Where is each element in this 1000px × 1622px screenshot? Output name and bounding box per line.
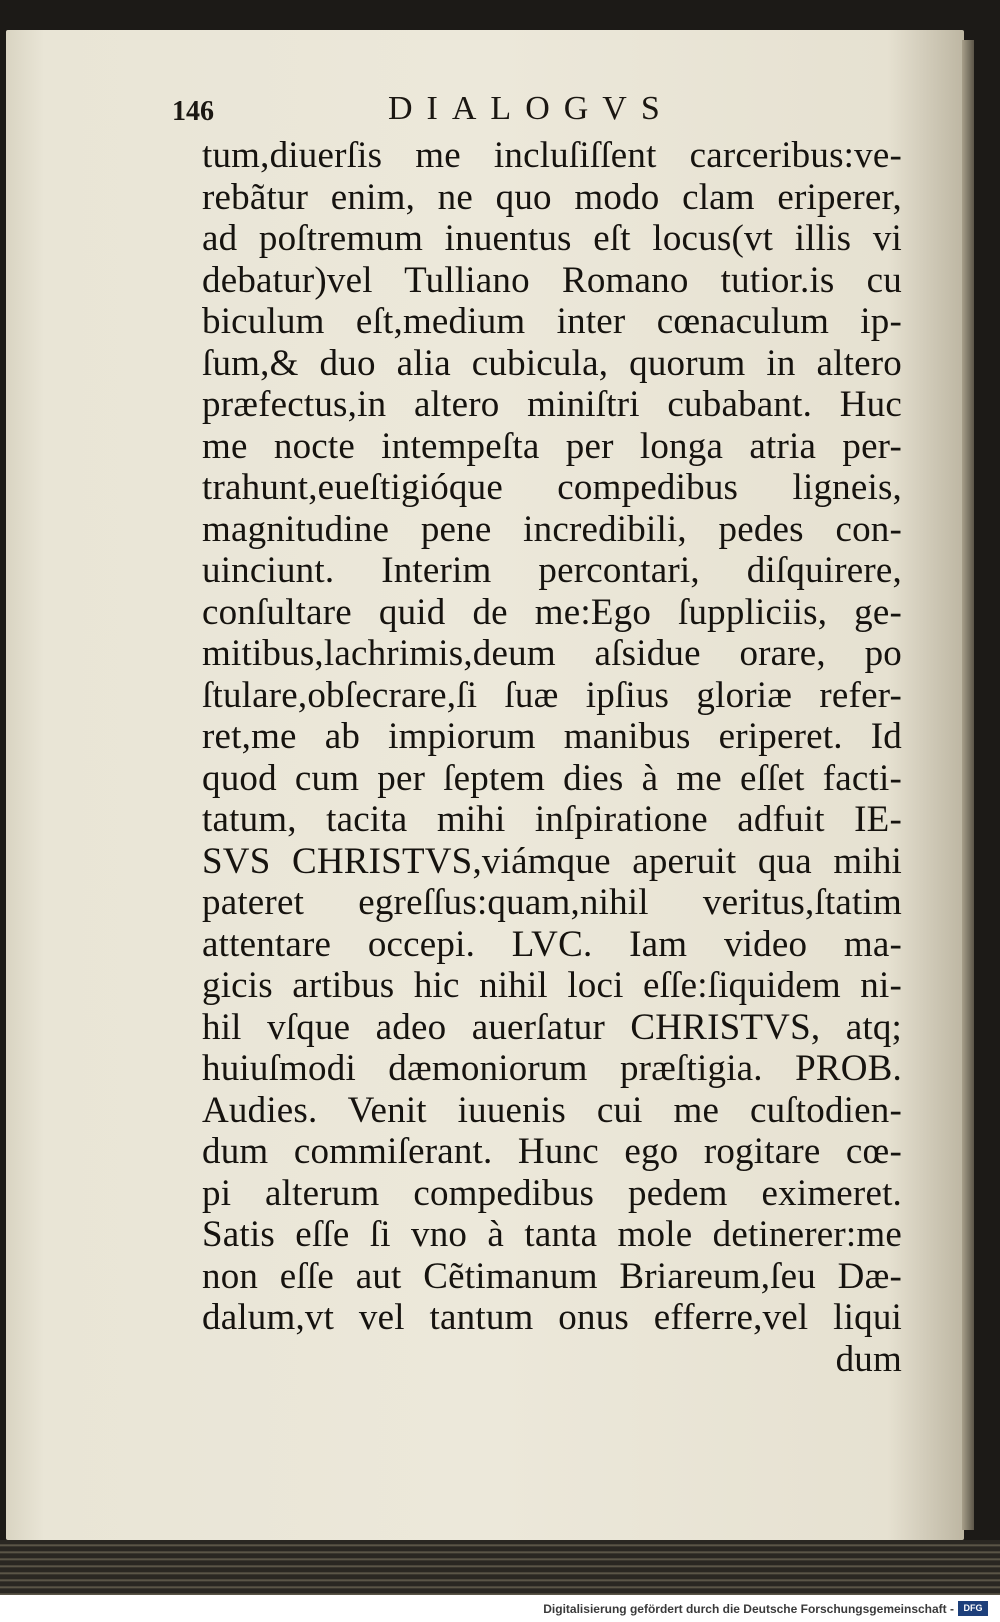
text-line: debatur)vel Tulliano Romano tutior.is cu (202, 259, 902, 301)
text-line: non eſſe aut Cẽtimanum Briareum,ſeu Dæ- (202, 1255, 902, 1297)
text-line: hil vſque adeo auerſatur CHRISTVS, atq; (202, 1006, 902, 1048)
catchword: dum (835, 1338, 902, 1380)
text-line: pateret egreſſus:quam,nihil veritus,ſtatim (202, 882, 902, 923)
page-stack-edges (0, 1540, 1000, 1595)
running-head (0, 90, 1000, 130)
text-line: uinciunt. Interim percontari, diſquirere, (202, 550, 902, 591)
running-title: DIALOGVS (388, 90, 674, 127)
text-line: dum commiſerant. Hunc ego rogitare cœ- (202, 1131, 902, 1172)
text-line: SVS CHRISTVS,viámque aperuit qua mihi (202, 840, 902, 882)
text-line: huiuſmodi dæmoniorum præſtigia. PROB. (202, 1048, 902, 1089)
text-line: attentare occepi. LVC. Iam video ma- (202, 923, 902, 965)
text-line: pi alterum compedibus pedem eximeret. (202, 1172, 902, 1214)
text-line: biculum eſt,medium inter cœnaculum ip- (202, 301, 902, 342)
text-line: me nocte intempeſta per longa atria per- (202, 425, 902, 467)
text-line: quod cum per ſeptem dies à me eſſet facti- (202, 757, 902, 799)
text-line: Satis eſſe ſi vno à tanta mole detinerer:me (202, 1214, 902, 1255)
page-number: 146 (172, 96, 214, 127)
text-line: tum,diuerſis me incluſiſſent carceribus:ve- (202, 135, 902, 176)
text-line: mitibus,lachrimis,deum aſsidue orare, po (202, 633, 902, 674)
footer-credit: Digitalisierung gefördert durch die Deutsche Forschungsgemeinschaft - (543, 1602, 954, 1616)
digitization-footer (0, 1597, 1000, 1622)
text-line: ad poſtremum inuentus eſt locus(vt illis vi (202, 218, 902, 259)
text-line: tatum, tacita mihi inſpiratione adfuit IE- (202, 799, 902, 840)
text-line: rebãtur enim, ne quo modo clam eriperer, (202, 176, 902, 218)
text-line: dalum,vt vel tantum onus efferre,vel liqui (202, 1297, 902, 1338)
text-line: Audies. Venit iuuenis cui me cuſtodien- (202, 1089, 902, 1131)
page-edge (962, 40, 974, 1530)
text-line: conſultare quid de me:Ego ſuppliciis, ge- (202, 591, 902, 633)
dfg-logo-icon: DFG (958, 1601, 988, 1616)
text-line: ſum,& duo alia cubicula, quorum in altero (202, 342, 902, 384)
body-text (202, 135, 902, 1380)
text-line: præfectus,in altero miniſtri cubabant. Huc (202, 384, 902, 425)
text-line: trahunt,eueſtigióque compedibus ligneis, (202, 467, 902, 508)
text-line: ſtulare,obſecrare,ſi ſuæ ipſius gloriæ refer- (202, 674, 902, 716)
text-line: gicis artibus hic nihil loci eſſe:ſiquidem ni- (202, 965, 902, 1006)
text-line: magnitudine pene incredibili, pedes con- (202, 508, 902, 550)
text-line: ret,me ab impiorum manibus eriperet. Id (202, 716, 902, 757)
